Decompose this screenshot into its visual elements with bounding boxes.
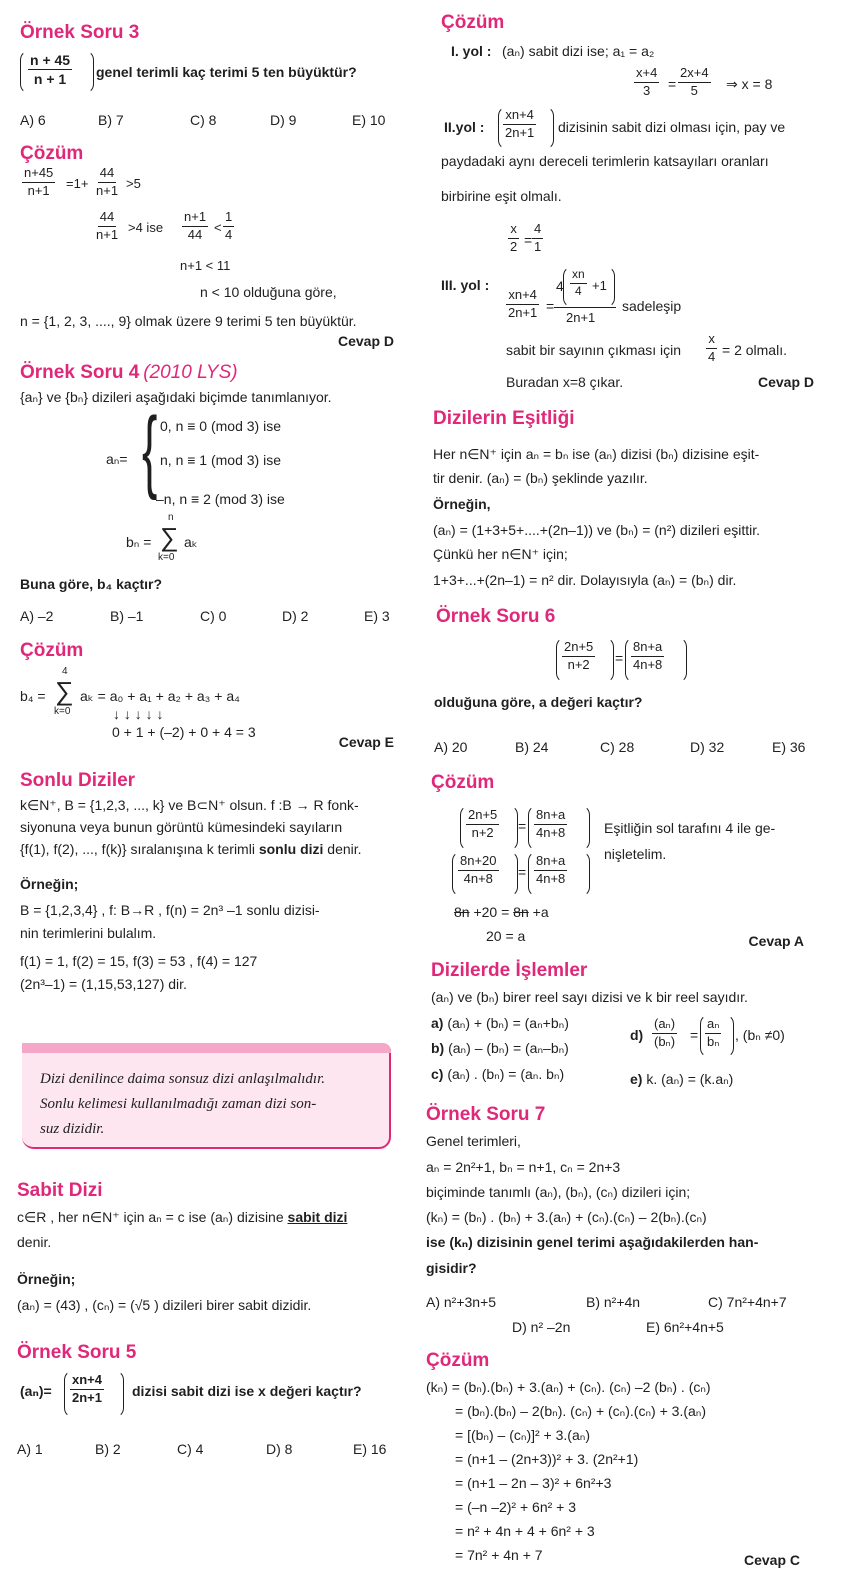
q6-question: olduğuna göre, a değeri kaçtır? (434, 694, 643, 710)
islemler-a-label: a) (431, 1015, 444, 1031)
q5sol-y3-in-num: xn (570, 268, 587, 284)
sabit-l1 (17, 1209, 347, 1226)
note-l2: Sonlu kelimesi kullanılmadığı zaman dizi son- (40, 1096, 317, 1112)
q4-intro: {aₙ} ve {bₙ} dizileri aşağıdaki biçimde tanımlanıyor. (20, 389, 332, 405)
q6-frac2 (631, 640, 664, 673)
sabit-l1b: sabit dizi (287, 1209, 348, 1225)
q4-bn-label: bₙ = (126, 534, 152, 550)
q3-option-c: C) 8 (190, 112, 217, 128)
q7-s2: = (bₙ).(bₙ) – 2(bₙ). (cₙ) + (cₙ).(cₙ) + 3.(aₙ) (455, 1403, 707, 1419)
islemler-b-text: (aₙ) – (bₙ) = (aₙ–bₙ) (448, 1040, 569, 1056)
sonlu-l3b: sonlu dizi (258, 841, 324, 857)
q3-s2-num2: n+1 (182, 210, 208, 227)
q6-d1: n+2 (567, 656, 590, 672)
q5sol-y1-d2: 5 (690, 82, 698, 98)
q4-answer: Cevap E (338, 734, 394, 750)
q3-s1-num2: 44 (98, 166, 116, 183)
q5sol-y3-frac (506, 288, 539, 321)
q3-s1-frac1 (22, 166, 55, 199)
q6-option-d: D) 32 (690, 739, 725, 755)
q7-s3: = [(bₙ) – (cₙ)]² + 3.(aₙ) (455, 1427, 590, 1443)
q5sol-y1-n1: x+4 (634, 66, 659, 83)
esitlik-ex-label: Örneğin, (433, 496, 491, 512)
esitlik-l1: Her n∈N⁺ için aₙ = bₙ ise (aₙ) dizisi (bₙ) dizisine eşit- (433, 446, 760, 462)
q3-s4: n < 10 olduğuna göre, (200, 284, 337, 300)
islemler-d-n2: aₙ (705, 1017, 721, 1034)
q3-s3: n+1 < 11 (180, 258, 231, 273)
q3-s2-frac3 (223, 210, 234, 243)
islemler-d-label: d) (630, 1027, 644, 1043)
q6-option-c: C) 28 (600, 739, 635, 755)
sonlu-l2: siyonuna veya bunun görüntü kümesindeki sayıların (20, 819, 343, 835)
q6-s-text2: nişletelim. (604, 846, 667, 862)
q4-title-row (20, 362, 238, 385)
islemler-e (630, 1071, 733, 1088)
islemler-a (431, 1015, 569, 1032)
q5sol-answer: Cevap D (757, 374, 814, 390)
q6-s-l3b: +20 = (469, 904, 514, 920)
q5sol-y3-eq2: = 2 olmalı. (722, 342, 787, 358)
q6-n1: 2n+5 (562, 640, 595, 657)
islemler-d-d1: (bₙ) (654, 1033, 676, 1049)
q3-option-e: E) 10 (352, 112, 386, 128)
q7-option-a: A) n²+3n+5 (426, 1294, 497, 1310)
sonlu-ex-label: Örneğin; (20, 876, 79, 892)
q6-n2: 8n+a (631, 640, 664, 657)
note-stripe (22, 1043, 391, 1053)
q6-s-l3 (454, 904, 549, 921)
q7-solution-title: Çözüm (426, 1350, 490, 1371)
q4-sum-bottom: k=0 (158, 552, 175, 563)
q3-option-a: A) 6 (20, 112, 46, 128)
q4-option-d: D) 2 (282, 608, 309, 624)
sonlu-e1: B = {1,2,3,4} , f: B→R , f(n) = 2n³ –1 sonlu dizisi- (20, 902, 320, 918)
q7-l1: Genel terimleri, (426, 1133, 521, 1149)
q3-s2-frac2 (182, 210, 208, 243)
q5sol-y2-label: II.yol : (444, 119, 485, 135)
note-l3: suz dizidir. (40, 1121, 105, 1137)
q5sol-y2-fd1: 2 (510, 238, 518, 254)
q3-s1-frac2 (94, 166, 120, 199)
q3-frac-den: n + 1 (33, 71, 67, 88)
sonlu-l3c: denir. (323, 841, 362, 857)
esitlik-e2: Çünkü her n∈N⁺ için; (433, 546, 568, 562)
islemler-c (431, 1066, 564, 1083)
q5sol-y3-plus1: +1 (592, 278, 607, 293)
islemler-d-n1: (aₙ) (652, 1017, 677, 1034)
sonlu-e3: f(1) = 1, f(2) = 15, f(3) = 53 , f(4) = 127 (20, 953, 258, 969)
q5-question: dizisi sabit dizi ise x değeri kaçtır? (132, 1383, 362, 1399)
q5sol-y1-n2: 2x+4 (678, 66, 711, 83)
islemler-d-d2: bₙ (707, 1033, 720, 1049)
q5sol-y2-den: 2n+1 (505, 124, 535, 140)
q4-sum-top: n (168, 512, 174, 523)
q4-title-tag: (2010 LYS) (143, 362, 238, 383)
q5sol-y3-inner-frac (570, 268, 587, 299)
q4-sol-bottom: k=0 (54, 706, 71, 717)
q5sol-y3-label: III. yol : (441, 277, 490, 293)
sonlu-title: Sonlu Diziler (20, 770, 136, 791)
q3-question: genel terimli kaç terimi 5 ten büyüktür? (96, 64, 357, 80)
q3-s1-num: n+45 (22, 166, 55, 183)
islemler-d-eq: = (690, 1027, 699, 1043)
q5sol-y3-xfrac (706, 332, 717, 365)
q3-s2-frac1 (94, 210, 120, 243)
q7-s5: = (n+1 – 2n – 3)² + 6n²+3 (455, 1475, 612, 1491)
note-l1: Dizi denilince daima sonsuz dizi anlaşılmalıdır. (40, 1071, 326, 1087)
q5sol-y2-eq: = (524, 232, 533, 248)
islemler-e-label: e) (630, 1071, 643, 1087)
q6-s-n2: 8n+a (534, 808, 567, 825)
q5-title: Örnek Soru 5 (17, 1342, 137, 1363)
q3-s2-den: n+1 (96, 226, 119, 242)
q4-option-a: A) –2 (20, 608, 54, 624)
islemler-b (431, 1040, 569, 1057)
q4-title: Örnek Soru 4 (20, 362, 140, 383)
q5sol-y2-l3: birbirine eşit olmalı. (441, 188, 562, 204)
q5-option-d: D) 8 (266, 1441, 293, 1457)
q3-s1-den: n+1 (27, 182, 50, 198)
q6-option-e: E) 36 (772, 739, 806, 755)
q4-option-e: E) 3 (364, 608, 390, 624)
islemler-title: Dizilerde İşlemler (431, 960, 588, 981)
sonlu-l1: k∈N⁺, B = {1,2,3, ..., k} ve B⊂N⁺ olsun. f :B → R fonk- (20, 797, 359, 813)
q5sol-y1-label: I. yol : (451, 43, 492, 59)
q6-option-b: B) 24 (515, 739, 549, 755)
q5sol-y3-text: sadeleşip (622, 298, 682, 314)
sonlu-e4: (2n³–1) = (1,15,53,127) dir. (20, 976, 187, 992)
q4-sum-term: aₖ (184, 534, 198, 550)
q4-sol-values: 0 + 1 + (–2) + 0 + 4 = 3 (112, 724, 256, 740)
q3-frac-num: n + 45 (28, 52, 72, 70)
q5sol-y2-ratio2 (532, 222, 543, 255)
q7-s4: = (n+1 – (2n+3))² + 3. (2n²+1) (455, 1451, 639, 1467)
q5sol-y2-num: xn+4 (503, 108, 536, 125)
q5sol-y1-text: (aₙ) sabit dizi ise; a₁ = a₂ (502, 43, 655, 59)
q7-s6: = (–n –2)² + 6n² + 3 (455, 1499, 577, 1515)
q3-s5: n = {1, 2, 3, ...., 9} olmak üzere 9 terimi 5 ten büyüktür. (20, 313, 357, 329)
sum-symbol-icon: ∑ (160, 522, 179, 552)
q7-answer: Cevap C (743, 1552, 800, 1568)
q4-sol-top: 4 (62, 666, 68, 677)
q6-d2: 4n+8 (633, 656, 663, 672)
q6-s-frac3 (458, 854, 499, 887)
q6-s-d2: 4n+8 (536, 824, 566, 840)
q6-s-eq1: = (518, 818, 527, 834)
q6-title: Örnek Soru 6 (436, 606, 556, 627)
q4-case1: 0, n ≡ 0 (mod 3) ise (160, 418, 281, 434)
q7-l6: gisidir? (426, 1260, 477, 1276)
esitlik-l2: tir denir. (aₙ) = (bₙ) şeklinde yazılır. (433, 470, 648, 486)
q5sol-y2-fn1: x (508, 222, 519, 239)
q3-s1-end: >5 (126, 176, 141, 191)
q3-s1-mid: =1+ (66, 176, 89, 191)
q4-case2: n, n ≡ 1 (mod 3) ise (160, 452, 281, 468)
q6-s-frac1 (466, 808, 499, 841)
q7-l5: ise (kₙ) dizisinin genel terimi aşağıdakilerden han- (426, 1234, 759, 1250)
q6-s-n3: 8n+20 (458, 854, 499, 871)
q5sol-y2-fn2: 4 (532, 222, 543, 239)
q5sol-y3-l2: sabit bir sayının çıkması için (506, 342, 682, 358)
q6-eq: = (615, 650, 624, 666)
q6-s-l4: 20 = a (486, 928, 526, 944)
q3-option-b: B) 7 (98, 112, 124, 128)
q7-l4: (kₙ) = (bₙ) . (bₙ) + 3.(aₙ) + (cₙ).(cₙ) – 2(bₙ).(cₙ) (426, 1209, 707, 1225)
q5sol-y2-fd2: 1 (534, 238, 542, 254)
q6-option-a: A) 20 (434, 739, 468, 755)
q7-option-e: E) 6n²+4n+5 (646, 1319, 724, 1335)
islemler-e-text: k. (aₙ) = (k.aₙ) (646, 1071, 734, 1087)
q5-frac-den: 2n+1 (72, 1389, 102, 1405)
islemler-d-frac2 (705, 1017, 721, 1050)
q5sol-y3-xd: 4 (708, 348, 716, 364)
q5sol-y3-big4: 4 (556, 278, 564, 294)
q3-s2-mid: >4 ise (128, 220, 164, 235)
esitlik-e3: 1+3+...+(2n–1) = n² dir. Dolayısıyla (aₙ) = (bₙ) dir. (433, 572, 737, 588)
islemler-intro: (aₙ) ve (bₙ) birer reel sayı dizisi ve k bir reel sayıdır. (431, 989, 748, 1005)
islemler-c-label: c) (431, 1066, 444, 1082)
sabit-ex-label: Örneğin; (17, 1271, 76, 1287)
q6-answer: Cevap A (748, 933, 804, 949)
q5sol-y2-l2: paydadaki aynı dereceli terimlerin katsayıları oranları (441, 153, 769, 169)
q4-case3: –n, n ≡ 2 (mod 3) ise (156, 491, 285, 507)
q4-solution-title: Çözüm (20, 640, 84, 661)
q3-s1-den2: n+1 (96, 182, 119, 198)
q5-lhs: (aₙ)= (20, 1383, 52, 1399)
q3-s2-num3: 1 (223, 210, 234, 227)
sonlu-l3 (20, 841, 362, 858)
q4-question: Buna göre, b₄ kaçtır? (20, 576, 163, 592)
q4-sol-arrows: ↓ ↓ ↓ ↓ ↓ (113, 706, 164, 722)
q6-s-n4: 8n+a (534, 854, 567, 871)
q7-option-c: C) 7n²+4n+7 (708, 1294, 787, 1310)
q7-option-d: D) n² –2n (512, 1319, 571, 1335)
q6-s-l3d: +a (528, 904, 549, 920)
sabit-l1a: c∈R , her n∈N⁺ için aₙ = c ise (aₙ) dizisine (17, 1209, 288, 1225)
q7-l3: biçiminde tanımlı (aₙ), (bₙ), (cₙ) dizileri için; (426, 1184, 691, 1200)
q4-sol-rhs: aₖ = a₀ + a₁ + a₂ + a₃ + a₄ (80, 688, 240, 704)
islemler-c-text: (aₙ) . (bₙ) = (aₙ. bₙ) (447, 1066, 565, 1082)
q6-s-d1: n+2 (471, 824, 494, 840)
q3-option-d: D) 9 (270, 112, 297, 128)
q6-frac1 (562, 640, 595, 673)
q5sol-y3-in-den: 4 (575, 283, 582, 298)
sabit-l2: denir. (17, 1234, 52, 1250)
q6-s-d4: 4n+8 (536, 870, 566, 886)
sum-symbol-icon: ∑ (55, 676, 74, 706)
q6-s-eq2: = (518, 864, 527, 880)
q3-title: Örnek Soru 3 (20, 22, 140, 43)
q7-l2: aₙ = 2n²+1, bₙ = n+1, cₙ = 2n+3 (426, 1159, 621, 1175)
q7-s7: = n² + 4n + 4 + 6n² + 3 (455, 1523, 595, 1539)
q5sol-y3-den2: 2n+1 (566, 310, 596, 325)
sonlu-e2: nin terimlerini bulalım. (20, 925, 157, 941)
q5sol-y2-ratio1 (508, 222, 519, 255)
q5sol-y3-l3: Buradan x=8 çıkar. (506, 374, 624, 390)
q5sol-y1-res: ⇒ x = 8 (726, 76, 773, 92)
q7-s8: = 7n² + 4n + 7 (455, 1547, 543, 1563)
q3-solution-title: Çözüm (20, 143, 84, 164)
q5sol-title: Çözüm (441, 12, 505, 33)
q4-brace: { (142, 399, 158, 501)
q6-s-frac4 (534, 854, 567, 887)
q7-title: Örnek Soru 7 (426, 1104, 546, 1125)
q3-answer: Cevap D (337, 333, 394, 349)
q3-s2-num: 44 (98, 210, 116, 227)
q6-solution-title: Çözüm (431, 772, 495, 793)
q4-an-label: aₙ= (106, 451, 128, 467)
q3-fraction (28, 52, 72, 87)
q5-fraction (70, 1373, 104, 1406)
q5sol-y1-eq: = (668, 76, 677, 92)
q6-s-frac2 (534, 808, 567, 841)
q5sol-y3-den: 2n+1 (508, 304, 538, 320)
sabit-ex: (aₙ) = (43) , (cₙ) = (√5 ) dizileri birer sabit dizidir. (17, 1297, 312, 1313)
esitlik-title: Dizilerin Eşitliği (433, 408, 575, 429)
q6-s-l3a: 8n (454, 904, 470, 920)
sonlu-l3a: {f(1), f(2), ..., f(k)} sıralanışına k terimli (20, 841, 259, 857)
islemler-a-text: (aₙ) + (bₙ) = (aₙ+bₙ) (447, 1015, 569, 1031)
q5-option-b: B) 2 (95, 1441, 121, 1457)
q5sol-y3-eq: = (546, 298, 555, 314)
q5-frac-num: xn+4 (70, 1373, 104, 1390)
q5sol-y1-d1: 3 (643, 82, 651, 98)
q5sol-y3-xn: x (706, 332, 717, 349)
islemler-b-label: b) (431, 1040, 445, 1056)
q4-option-c: C) 0 (200, 608, 227, 624)
q3-s2-lt: < (214, 220, 222, 235)
q7-s1: (kₙ) = (bₙ).(bₙ) + 3.(aₙ) + (cₙ). (cₙ) –2 (bₙ) . (cₙ) (426, 1379, 711, 1395)
q5sol-y1-frac1 (634, 66, 659, 99)
q5sol-y3-num: xn+4 (506, 288, 539, 305)
q7-option-b: B) n²+4n (586, 1294, 641, 1310)
islemler-d-cond: , (bₙ ≠0) (735, 1027, 785, 1043)
q6-s-d3: 4n+8 (463, 870, 493, 886)
q4-option-b: B) –1 (110, 608, 144, 624)
q5sol-y1-frac2 (678, 66, 711, 99)
q5sol-y2-frac (503, 108, 536, 141)
sabit-title: Sabit Dizi (17, 1180, 103, 1201)
q5sol-y3-fraction-bar (554, 307, 616, 308)
q5-option-e: E) 16 (353, 1441, 387, 1457)
islemler-d-frac1 (652, 1017, 677, 1050)
q3-s2-den2: 44 (187, 226, 203, 242)
q6-s-n1: 2n+5 (466, 808, 499, 825)
q5-option-c: C) 4 (177, 1441, 204, 1457)
esitlik-e1: (aₙ) = (1+3+5+....+(2n–1)) ve (bₙ) = (n²) dizileri eşittir. (433, 522, 761, 538)
q6-s-l3c: 8n (513, 904, 529, 920)
q4-sol-lhs: b₄ = (20, 688, 46, 704)
q6-s-text1: Eşitliğin sol tarafını 4 ile ge- (604, 820, 776, 836)
q5sol-y2-text: dizisinin sabit dizi olması için, pay ve (558, 119, 786, 135)
q3-s2-den3: 4 (225, 226, 233, 242)
q5-option-a: A) 1 (17, 1441, 43, 1457)
